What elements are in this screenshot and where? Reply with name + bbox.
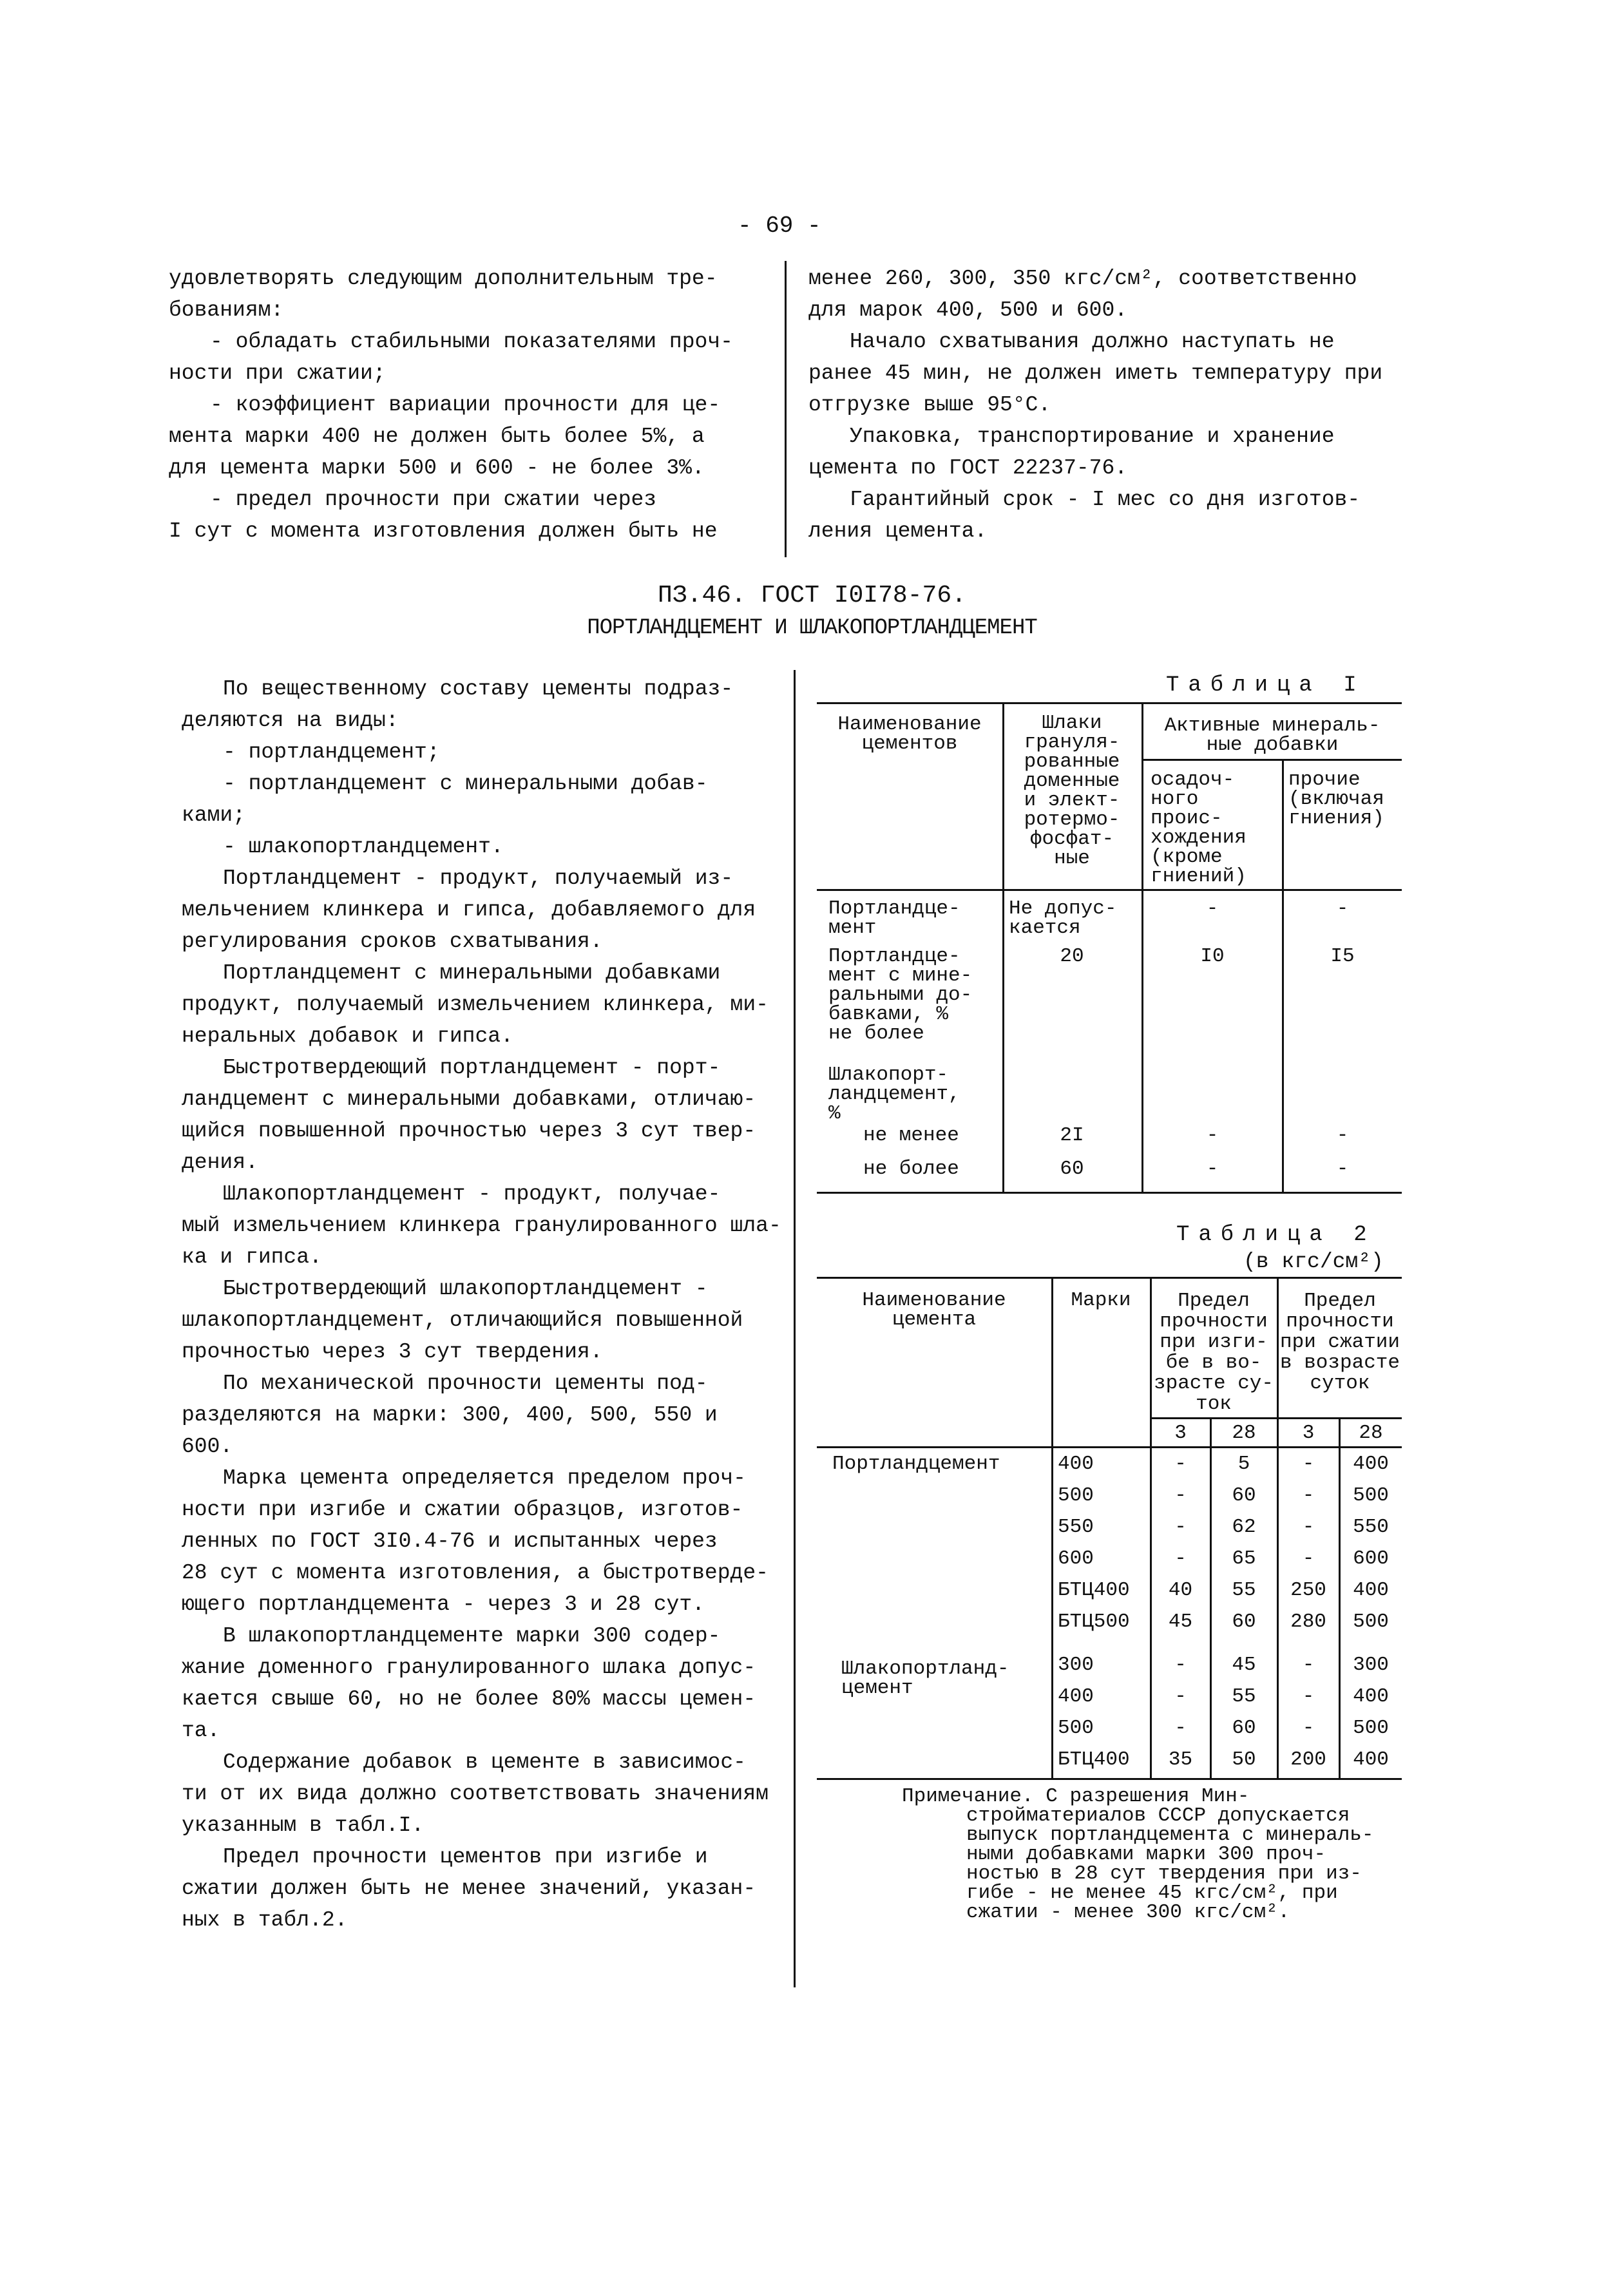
cell-value: 55 [1232, 1579, 1256, 1602]
text-line: указанным в табл.I. [182, 1813, 425, 1837]
cell-value: 60 [1232, 1717, 1256, 1739]
table1-bottom-rule [817, 1192, 1402, 1194]
text-line: ления цемента. [808, 519, 988, 543]
text-line: разделяются на марки: 300, 400, 500, 550 и [182, 1403, 718, 1427]
text-line: Портландцемент с минеральными добавками [223, 961, 721, 985]
cell-value: - [1174, 1717, 1187, 1739]
table2-group-name: Шлакопортланд- цемент [841, 1658, 1009, 1699]
cell-value: 400 [1353, 1579, 1389, 1602]
text-line: прочностью через 3 сут твердения. [182, 1340, 603, 1364]
row-slag: 60 [1060, 1158, 1084, 1180]
text-line: та. [182, 1719, 220, 1743]
cell-mark: БТЦ400 [1058, 1579, 1130, 1602]
cell-value: 400 [1353, 1685, 1389, 1708]
row-other: - [1336, 1158, 1349, 1180]
cell-value: - [1174, 1547, 1187, 1570]
text-line: ка и гипса. [182, 1245, 322, 1269]
table2-days-rule [1150, 1417, 1402, 1419]
cell-value: 60 [1232, 1611, 1256, 1633]
cell-value: - [1302, 1453, 1315, 1475]
cell-value: 250 [1290, 1579, 1326, 1602]
header-text: и элект- [1024, 789, 1120, 812]
table2-col-rule [1051, 1277, 1053, 1778]
text-line: Содержание добавок в цементе в зависимос- [223, 1750, 746, 1774]
header-text: Наименование [837, 713, 982, 736]
cell-value: 45 [1232, 1654, 1256, 1676]
text-line: По вещественному составу цементы подраз- [223, 677, 734, 701]
text-line: ности при сжатии; [169, 361, 386, 385]
body-left-column [182, 673, 781, 1936]
cell-mark: 500 [1058, 1717, 1094, 1739]
row-other: I5 [1330, 945, 1355, 968]
top-column-divider [785, 261, 787, 557]
row-name: Портландце- мент с мине- ральными до- бавками, % не более [828, 945, 973, 1045]
table1-header-sedimentary [1151, 770, 1247, 886]
text-line: 28 сут с момента изготовления, а быстротверде- [182, 1561, 769, 1585]
text-line: ти от их вида должно соответствовать значениям [182, 1782, 769, 1806]
text-line: Портландцемент - продукт, получаемый из- [223, 866, 734, 890]
row-name: Портландце- мент [828, 897, 960, 939]
text-line: менее 260, 300, 350 кгс/см², соответственно [808, 267, 1357, 291]
heading-line: ПОРТЛАНДЦЕМЕНТ И ШЛАКОПОРТЛАНДЦЕМЕНТ [587, 616, 1037, 640]
cell-value: 400 [1353, 1453, 1389, 1475]
cell-value: - [1302, 1654, 1315, 1676]
text-line: ющего портландцемента - через 3 и 28 сут. [182, 1592, 705, 1616]
text-line: ности при изгибе и сжатии образцов, изготов- [182, 1498, 743, 1522]
cell-value: 62 [1232, 1516, 1256, 1538]
text-line: бованиям: [169, 298, 284, 322]
text-line: мый измельчением клинкера гранулированного шла- [182, 1214, 781, 1238]
table1-header-slag [1004, 714, 1140, 868]
text-line: Гарантийный срок - I мес со дня изготов- [850, 488, 1361, 512]
cell-value: - [1302, 1547, 1315, 1570]
text-line: ных в табл.2. [182, 1908, 348, 1932]
text-line: - коэффициент вариации прочности для це- [210, 393, 721, 417]
cell-value: - [1302, 1685, 1315, 1708]
text-line: мельчением клинкера и гипса, добавляемого для [182, 898, 756, 922]
row-slag: Не допус- кается [1009, 897, 1117, 939]
table2-header-name: Наименование цемента [862, 1289, 1006, 1331]
text-line: Марка цемента определяется пределом проч- [223, 1466, 746, 1490]
text-line: Начало схватывания должно наступать не [850, 330, 1335, 354]
row-name: не более [863, 1158, 959, 1180]
table2-day: 3 [1174, 1422, 1187, 1444]
page-number: - 69 - [738, 213, 821, 239]
row-sed: - [1206, 1124, 1219, 1147]
text-line: кается свыше 60, но не более 80% массы цемен- [182, 1687, 756, 1711]
cell-value: 65 [1232, 1547, 1256, 1570]
cell-value: - [1302, 1484, 1315, 1507]
text-line: ками; [182, 803, 246, 827]
table2-bottom-rule [817, 1778, 1402, 1780]
cell-value: 50 [1232, 1748, 1256, 1771]
top-left-column [169, 263, 733, 547]
header-text: гниения) [1288, 807, 1384, 830]
text-line: - обладать стабильными показателями проч- [210, 330, 733, 354]
row-name: не менее [863, 1124, 959, 1147]
row-slag: 2I [1060, 1124, 1084, 1147]
header-text: ные [1054, 847, 1090, 870]
header-text: ные добавки [1206, 734, 1339, 756]
note-line: ностью в 28 сут твердения при из- [966, 1862, 1362, 1885]
row-other: - [1336, 897, 1349, 920]
row-sed: - [1206, 1158, 1219, 1180]
note-line: сжатии - менее 300 кгс/см². [966, 1901, 1290, 1924]
table2-title: Таблица 2 [1176, 1223, 1376, 1247]
table2-note [902, 1787, 1374, 1922]
cell-value: 600 [1353, 1547, 1389, 1570]
header-text: Шлаки [1042, 712, 1102, 734]
cell-value: - [1174, 1484, 1187, 1507]
cell-value: 550 [1353, 1516, 1389, 1538]
header-text: ротермо- [1024, 808, 1120, 831]
cell-value: 500 [1353, 1717, 1389, 1739]
table2-day: 3 [1302, 1422, 1315, 1444]
table2-header-rule [817, 1446, 1402, 1448]
text-line: для марок 400, 500 и 600. [808, 298, 1128, 322]
text-line: ландцемент с минеральными добавками, отличаю- [182, 1087, 756, 1111]
cell-value: 300 [1353, 1654, 1389, 1676]
header-text: прочие [1288, 769, 1361, 791]
cell-value: 400 [1353, 1748, 1389, 1771]
text-line: По механической прочности цементы под- [223, 1372, 708, 1395]
cell-value: - [1302, 1717, 1315, 1739]
cell-mark: 550 [1058, 1516, 1094, 1538]
text-line: неральных добавок и гипса. [182, 1024, 513, 1048]
note-line: стройматериалов СССР допускается [966, 1804, 1350, 1827]
text-line: жание доменного гранулированного шлака допус- [182, 1656, 756, 1679]
row-name: Шлакопорт- ландцемент, % [828, 1064, 960, 1125]
cell-mark: 400 [1058, 1685, 1094, 1708]
header-text: (кроме [1151, 846, 1223, 868]
table1-header-other [1288, 770, 1384, 828]
cell-mark: 500 [1058, 1484, 1094, 1507]
table2-day: 28 [1359, 1422, 1383, 1444]
note-line: Примечание. С разрешения Мин- [902, 1785, 1250, 1808]
text-line: Предел прочности цементов при изгибе и [223, 1845, 708, 1869]
cell-value: - [1174, 1685, 1187, 1708]
header-text: рованные [1024, 751, 1120, 773]
text-line: деляются на виды: [182, 709, 399, 732]
text-line: - предел прочности при сжатии через [210, 488, 657, 512]
cell-value: - [1174, 1453, 1187, 1475]
cell-value: 500 [1353, 1484, 1389, 1507]
cell-mark: 400 [1058, 1453, 1094, 1475]
text-line: Быстротвердеющий шлакопортландцемент - [223, 1277, 708, 1301]
header-text: осадоч- [1151, 769, 1235, 791]
cell-mark: БТЦ400 [1058, 1748, 1130, 1771]
cell-mark: БТЦ500 [1058, 1611, 1130, 1633]
section-heading [0, 580, 1624, 644]
text-line: Шлакопортландцемент - продукт, получае- [223, 1182, 721, 1206]
header-text: гниений) [1151, 865, 1247, 888]
top-right-column [808, 263, 1382, 547]
table1-top-rule [817, 702, 1402, 704]
cell-value: 40 [1168, 1579, 1193, 1602]
note-line: выпуск портландцемента с минераль- [966, 1824, 1374, 1846]
cell-value: - [1174, 1654, 1187, 1676]
text-line: В шлакопортландцементе марки 300 содер- [223, 1624, 721, 1648]
cell-value: 60 [1232, 1484, 1256, 1507]
table2-unit: (в кгс/см²) [1243, 1250, 1384, 1274]
text-line: отгрузке выше 95°С. [808, 393, 1051, 417]
text-line: регулирования сроков схватывания. [182, 930, 603, 953]
table2-header-bend: Предел прочности при изги- бе в во- зрасте су- ток [1153, 1290, 1274, 1415]
text-line: дения. [182, 1151, 258, 1174]
text-line: - шлакопортландцемент. [223, 835, 504, 859]
table2-group-name: Портландцемент [832, 1453, 1000, 1475]
text-line: - портландцемент; [223, 740, 440, 764]
row-sed: - [1206, 897, 1219, 920]
header-text: хождения [1151, 827, 1247, 849]
header-text: проис- [1151, 807, 1223, 830]
note-line: ными добавками марки 300 проч- [966, 1843, 1326, 1866]
text-line: шлакопортландцемент, отличающийся повышенной [182, 1308, 743, 1332]
row-sed: I0 [1200, 945, 1225, 968]
table1-header-active [1143, 716, 1402, 755]
table2-header-marks: Марки [1071, 1289, 1131, 1312]
row-slag: 20 [1060, 945, 1084, 968]
text-line: для цемента марки 500 и 600 - не более 3%. [169, 456, 705, 480]
text-line: I сут с момента изготовления должен быть не [169, 519, 718, 543]
text-line: Упаковка, транспортирование и хранение [850, 425, 1335, 448]
text-line: сжатии должен быть не менее значений, указан- [182, 1877, 756, 1900]
text-line: удовлетворять следующим дополнительным тре- [169, 267, 718, 291]
row-other: - [1336, 1124, 1349, 1147]
header-text: грануля- [1024, 731, 1120, 754]
cell-mark: 600 [1058, 1547, 1094, 1570]
note-line: гибе - не менее 45 кгс/см², при [966, 1882, 1338, 1904]
text-line: щийся повышенной прочностью через 3 сут твер- [182, 1119, 756, 1143]
text-line: продукт, получаемый измельчением клинкера, ми- [182, 993, 769, 1017]
text-line: ленных по ГОСТ 3I0.4-76 и испытанных через [182, 1529, 718, 1553]
text-line: Быстротвердеющий портландцемент - порт- [223, 1056, 721, 1080]
body-column-divider [794, 670, 796, 1987]
text-line: - портландцемент с минеральными добав- [223, 772, 708, 796]
table1-header-rule [817, 889, 1402, 891]
table1-header-name [818, 715, 1001, 754]
cell-value: 280 [1290, 1611, 1326, 1633]
text-line: ранее 45 мин, не должен иметь температуру при [808, 361, 1383, 385]
text-line: цемента по ГОСТ 22237-76. [808, 456, 1128, 480]
cell-value: 200 [1290, 1748, 1326, 1771]
header-text: ного [1151, 788, 1199, 810]
table1-subheader-rule [1142, 759, 1402, 761]
header-text: цементов [861, 732, 958, 755]
text-line: мента марки 400 не должен быть более 5%, а [169, 425, 705, 448]
cell-value: 35 [1168, 1748, 1193, 1771]
cell-mark: 300 [1058, 1654, 1094, 1676]
cell-value: - [1302, 1516, 1315, 1538]
header-text: Активные минераль- [1164, 714, 1380, 737]
table2-day: 28 [1232, 1422, 1256, 1444]
header-text: доменные [1024, 770, 1120, 792]
table1-title: Таблица I [1166, 673, 1366, 698]
heading-line: ПЗ.46. ГОСТ I0I78-76. [658, 582, 966, 609]
cell-value: 500 [1353, 1611, 1389, 1633]
cell-value: - [1174, 1516, 1187, 1538]
header-text: (включая [1288, 788, 1384, 810]
cell-value: 45 [1168, 1611, 1193, 1633]
cell-value: 5 [1237, 1453, 1250, 1475]
table2-header-compress: Предел прочности при сжатии в возрасте суток [1279, 1290, 1400, 1395]
header-text: фосфат- [1029, 828, 1114, 850]
cell-value: 55 [1232, 1685, 1256, 1708]
table2-top-rule [817, 1277, 1402, 1279]
text-line: 600. [182, 1435, 233, 1458]
